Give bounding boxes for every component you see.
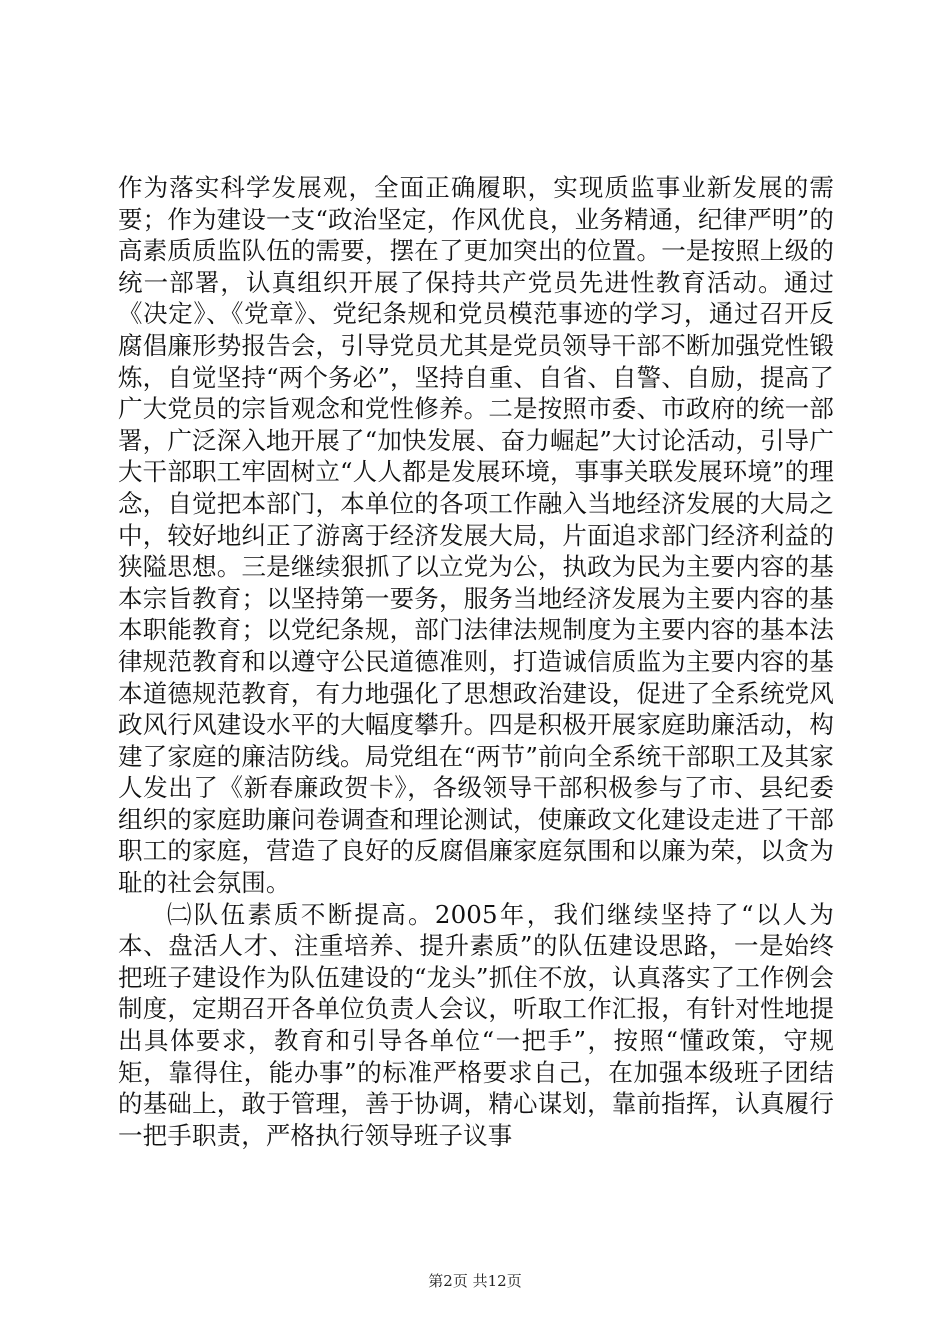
paragraph-team-quality: ㈡队伍素质不断提高。2005年，我们继续坚持了“以人为本、盘活人才、注重培养、提升素质”的队伍建设思路，一是始终把班子建设作为队伍建设的“龙头”抓住不放，认真落实了工作例会制度，定期召开各单位负责人会议，听取工作汇报，有针对性地提出具体要求，教育和引导各单位“一把手”，按照“懂政策，守规矩，靠得住，能办事”的标准严格要求自己，在加强本级班子团结的基础上，敢于管理，善于协调，精心谋划，靠前指挥，认真履行一把手职责，严格执行领导班子议事 <box>118 899 834 1150</box>
paragraph-party-building: 作为落实科学发展观，全面正确履职，实现质监事业新发展的需要；作为建设一支“政治坚定，作风优良，业务精通，纪律严明”的高素质质监队伍的需要，摆在了更加突出的位置。一是按照上级的统一部署，认真组织开展了保持共产党员先进性教育活动。通过《决定》、《党章》、党纪条规和党员模范事迹的学习，通过召开反腐倡廉形势报告会，引导党员尤其是党员领导干部不断加强党性锻炼，自觉坚持“两个务必”，坚持自重、自省、自警、自励，提高了广大党员的宗旨观念和党性修养。二是按照市委、市政府的统一部署，广泛深入地开展了“加快发展、奋力崛起”大讨论活动，引导广大干部职工牢固树立“人人都是发展环境，事事关联发展环境”的理念，自觉把本部门，本单位的各项工作融入当地经济发展的大局之中，较好地纠正了游离于经济发展大局，片面追求部门经济利益的狭隘思想。三是继续狠抓了以立党为公，执政为民为主要内容的基本宗旨教育；以坚持第一要务，服务当地经济发展为主要内容的基本职能教育；以党纪条规，部门法律法规制度为主要内容的基本法律规范教育和以遵守公民道德准则，打造诚信质监为主要内容的基本道德规范教育，有力地强化了思想政治建设，促进了全系统党风政风行风建设水平的大幅度攀升。四是积极开展家庭助廉活动，构建了家庭的廉洁防线。局党组在“两节”前向全系统干部职工及其家人发出了《新春廉政贺卡》，各级领导干部积极参与了市、县纪委组织的家庭助廉问卷调查和理论测试，使廉政文化建设走进了干部职工的家庭，营造了良好的反腐倡廉家庭氛围和以廉为荣，以贪为耻的社会氛围。 <box>118 173 834 898</box>
document-body <box>118 172 834 1151</box>
page-footer: 第2页 共12页 <box>428 1272 522 1290</box>
